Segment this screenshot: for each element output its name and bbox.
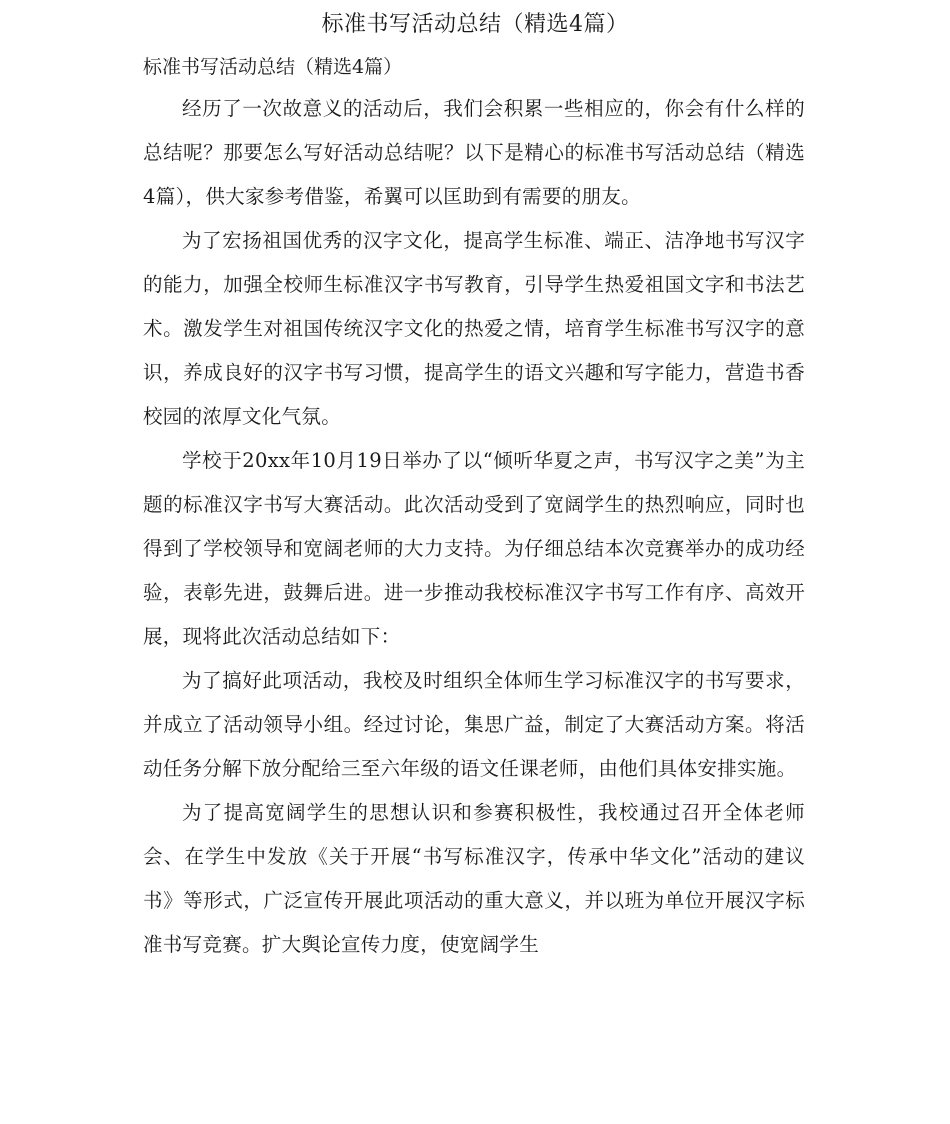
paragraph-event: 学校于20xx年10月19日举办了以“倾听华夏之声，书写汉字之美”为主题的标准汉字书写大赛活动。此次活动受到了宽阔学生的热烈响应，同时也得到了学校领导和宽阔老师的大力支持。为仔细总结本次竞赛举办的成功经验，表彰先进，鼓舞后进。进一步推动我校标准汉字书写工作有序、高效开展，现将此次活动总结如下： (143, 449, 805, 648)
paragraph-intro: 经历了一次故意义的活动后，我们会积累一些相应的，你会有什么样的总结呢？那要怎么写好活动总结呢？以下是精心的标准书写活动总结（精选4篇），供大家参考借鉴，希翼可以匡助到有需要的朋友。 (143, 97, 805, 208)
paragraph-publicity: 为了提高宽阔学生的思想认识和参赛积极性，我校通过召开全体老师会、在学生中发放《关于开展“书写标准汉字，传承中华文化”活动的建议书》等形式，广泛宣传开展此项活动的重大意义，并以班为单位开展汉字标准书写竞赛。扩大舆论宣传力度，使宽阔学生 (143, 801, 805, 956)
paragraph-organization: 为了搞好此项活动，我校及时组织全体师生学习标准汉字的书写要求，并成立了活动领导小组。经过讨论，集思广益，制定了大赛活动方案。将活动任务分解下放分配给三至六年级的语文任课老师，由他们具体安排实施。 (143, 669, 805, 780)
document-body (143, 87, 805, 967)
document-title: 标准书写活动总结（精选4篇） (321, 12, 629, 37)
paragraph-purpose: 为了宏扬祖国优秀的汉字文化，提高学生标准、端正、洁净地书写汉字的能力，加强全校师生标准汉字书写教育，引导学生热爱祖国文字和书法艺术。激发学生对祖国传统汉字文化的热爱之情，培育学生标准书写汉字的意识，养成良好的汉字书写习惯，提高学生的语文兴趣和写字能力，营造书香校园的浓厚文化气氛。 (143, 229, 805, 428)
document-subtitle: 标准书写活动总结（精选4篇） (143, 56, 403, 78)
